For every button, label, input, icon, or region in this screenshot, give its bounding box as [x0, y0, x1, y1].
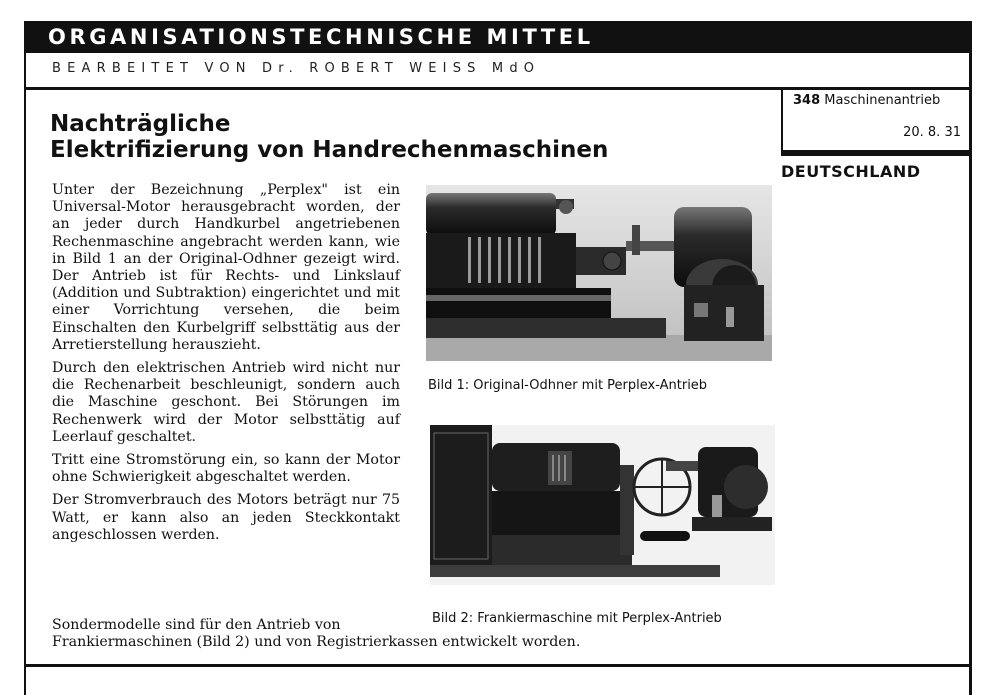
figure-1-caption: Bild 1: Original-Odhner mit Perplex-Antrieb: [428, 378, 708, 393]
closing-line-2: Frankiermaschinen (Bild 2) und von Registrierkassen entwickelt worden.: [52, 634, 581, 651]
article-headline: [50, 111, 608, 163]
frame-right-border: [969, 53, 972, 695]
closing-line-1: Sondermodelle sind für den Antrieb von: [52, 617, 341, 633]
paragraph: Der Stromverbrauch des Motors beträgt nur 75 Watt, er kann also an jeden Steckkontakt angeschlossen werden.: [52, 492, 400, 543]
franking-machine-illustration: [430, 425, 775, 585]
figure-2-caption: Bild 2: Frankiermaschine mit Perplex-Antrieb: [432, 611, 722, 626]
reference-date: 20. 8. 31: [903, 125, 961, 140]
reference-label: [793, 93, 940, 108]
paragraph: Tritt eine Stromstörung ein, so kann der Motor ohne Schwierigkeit abgeschaltet werden.: [52, 452, 400, 486]
paragraph: Unter der Bezeichnung „Perplex" ist ein Universal-Motor herausgebracht worden, der an jeder durch Handkurbel angetriebenen Rechenmaschine angebracht werden kann, wie in Bild 1 an der Original-Odhner gezeigt wird. Der Antrieb ist für Rechts- und Linkslauf (Addition und Subtraktion) eingerichtet und mit einer Vorrichtung versehen, die beim Einschalten den Kurbelgriff selbsttätig aus der Arretierstellung herauszieht.: [52, 182, 400, 353]
reference-topic: Maschinenantrieb: [824, 93, 941, 108]
banner-title: ORGANISATIONSTECHNISCHE MITTEL: [48, 25, 594, 49]
headline-line-2: Elektrifizierung von Handrechenmaschinen: [50, 137, 609, 163]
odhner-motor-illustration: [426, 185, 772, 361]
article-body: [52, 182, 400, 550]
figure-1-photo: [426, 185, 772, 361]
footer-divider: [24, 664, 972, 667]
headline-line-1: Nachträgliche: [50, 111, 231, 137]
frame-left-border: [24, 53, 26, 695]
reference-number: 348: [793, 93, 821, 108]
editor-subtitle: BEARBEITET VON Dr. ROBERT WEISS MdO: [52, 61, 541, 76]
country-label: DEUTSCHLAND: [781, 162, 921, 181]
figure-2-photo: [430, 425, 775, 585]
paragraph: Durch den elektrischen Antrieb wird nicht nur die Rechenarbeit beschleunigt, sondern auch die Maschine geschont. Bei Störungen im Rechenwerk wird der Motor selbsttätig auf Leerlauf geschaltet.: [52, 360, 400, 445]
